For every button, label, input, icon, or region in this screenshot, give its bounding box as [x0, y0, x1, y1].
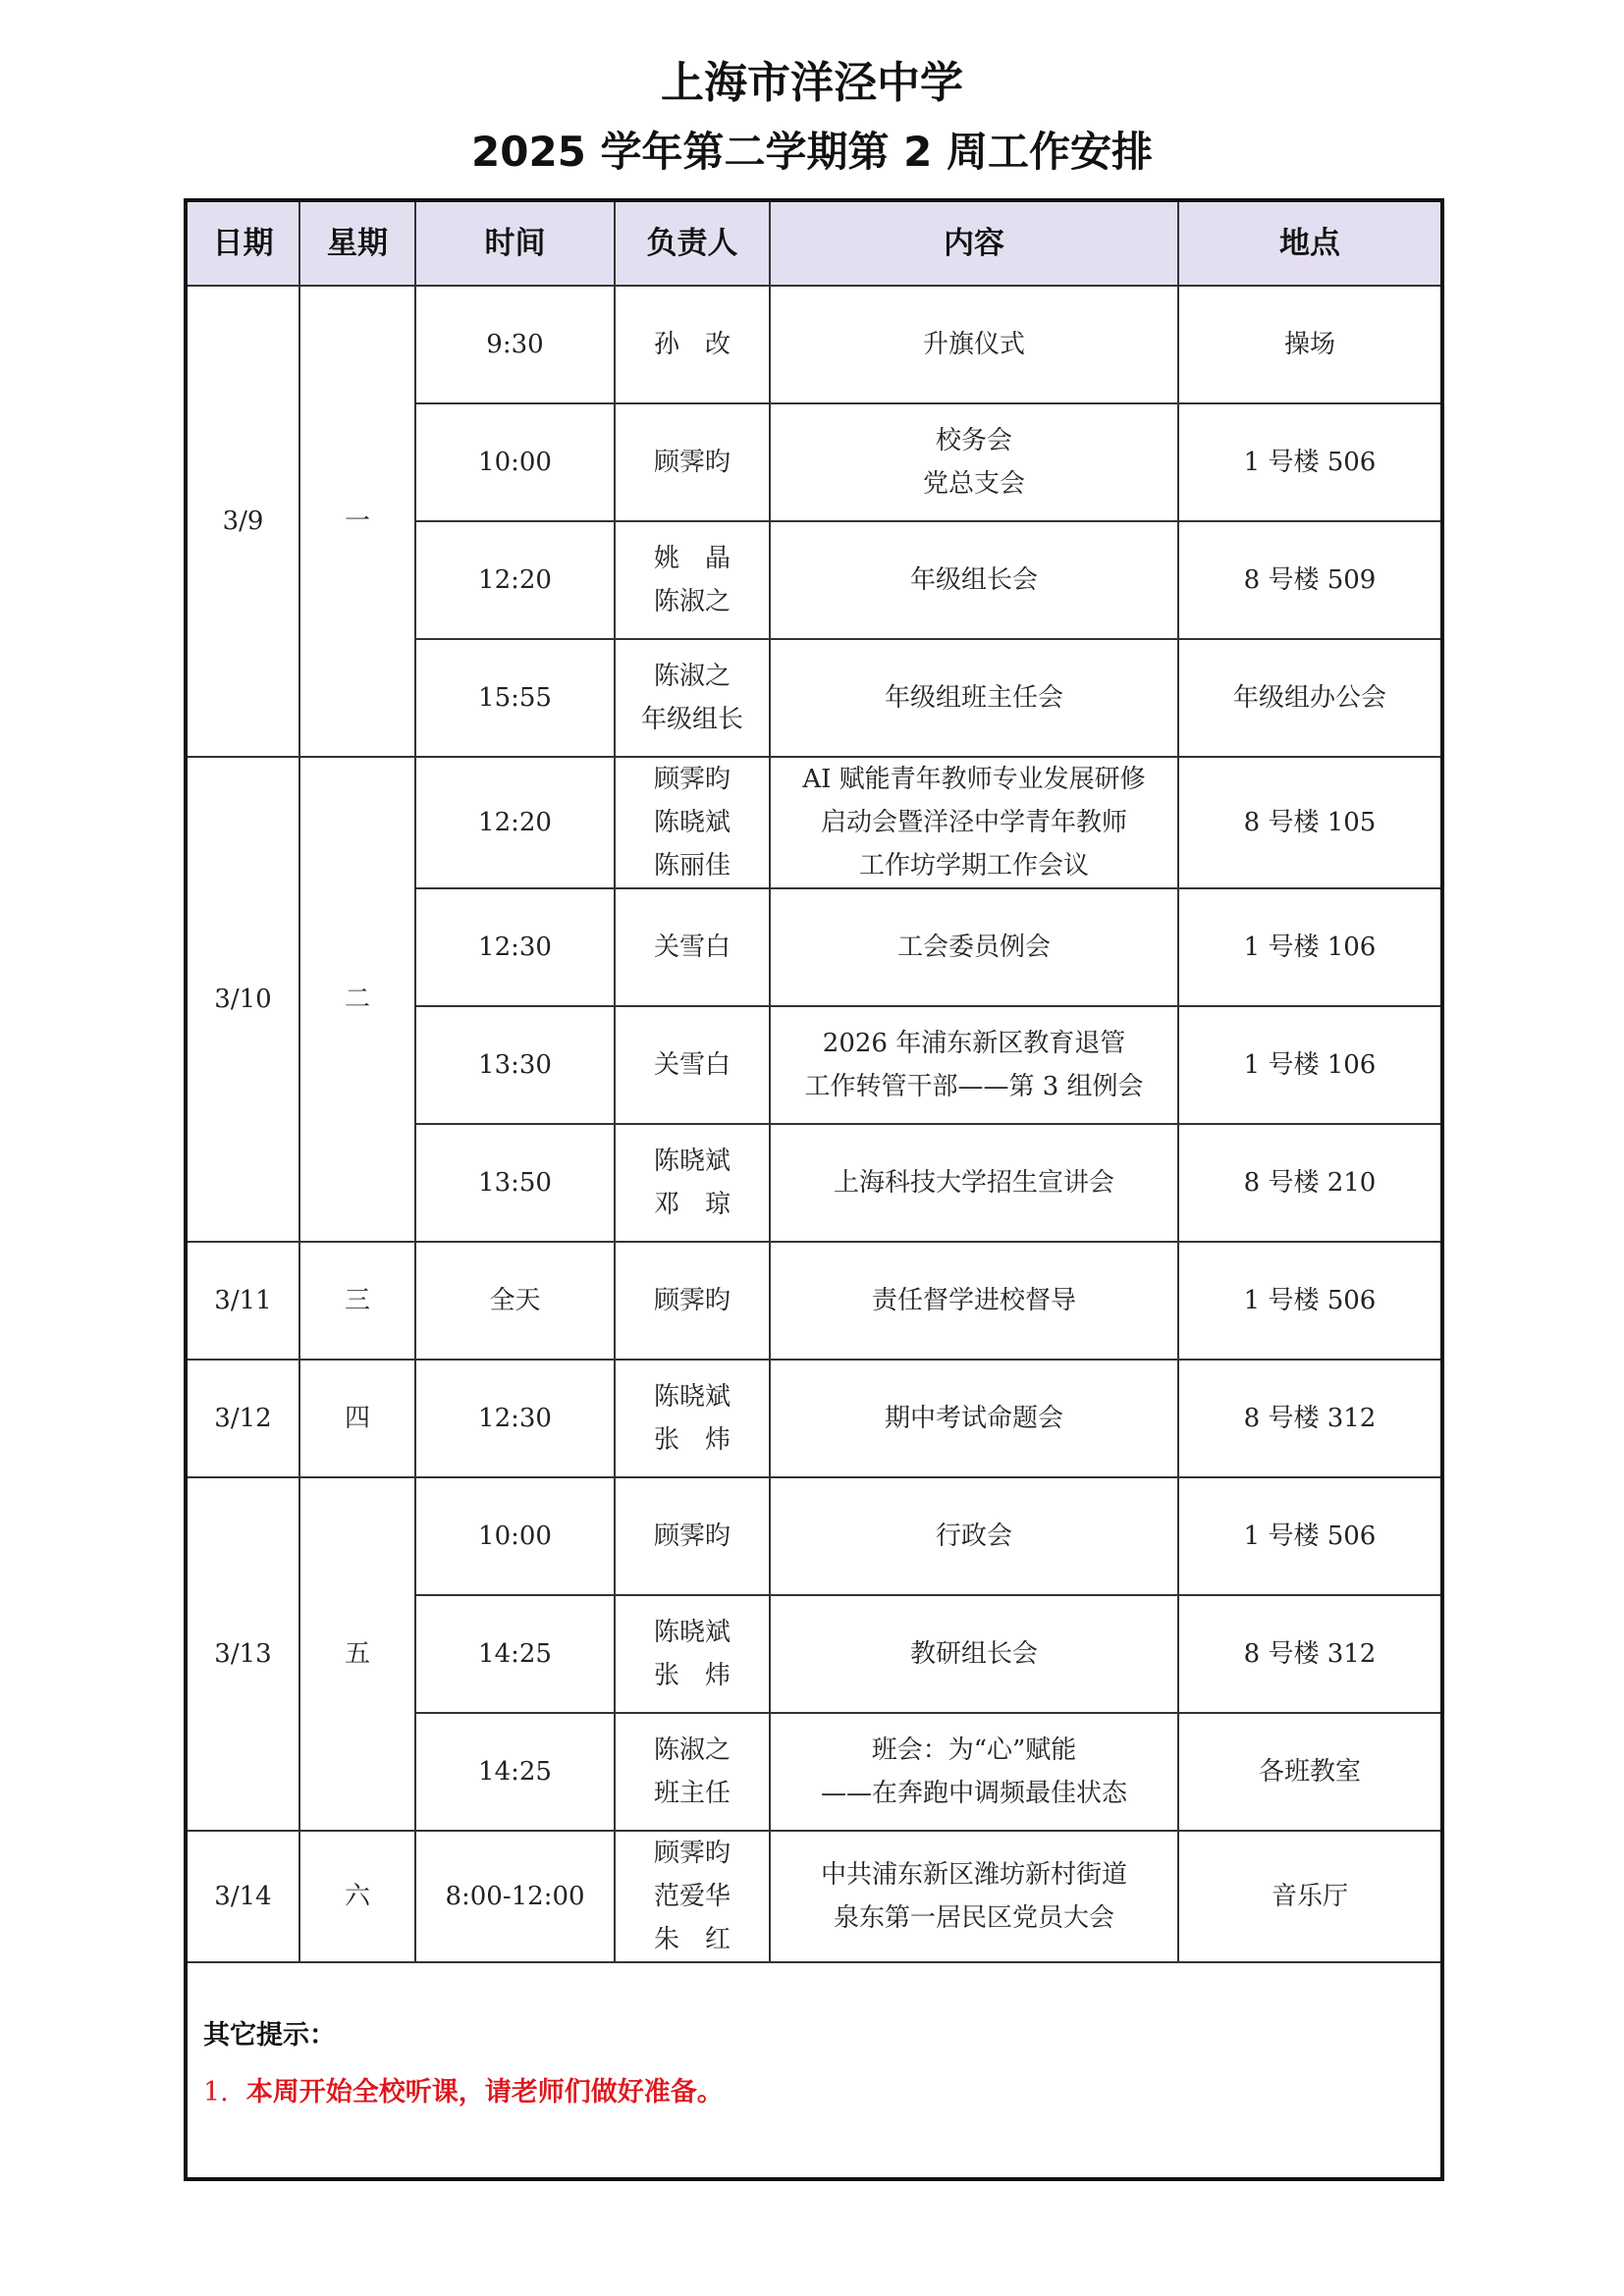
content-line: 校务会 [935, 426, 1012, 455]
column-header: 负责人 [615, 202, 770, 286]
time-cell: 12:30 [415, 888, 615, 1006]
content-cell [770, 1242, 1178, 1360]
school-title: 上海市洋泾中学 [661, 58, 963, 108]
content-cell [770, 1477, 1178, 1595]
table-header-row [188, 202, 1440, 286]
weekday-cell: 三 [299, 1242, 415, 1360]
leader-cell [615, 757, 770, 888]
time-cell: 14:25 [415, 1595, 615, 1713]
leader-name: 顾霁昀 [653, 1286, 731, 1315]
place-cell: 8 号楼 210 [1178, 1124, 1440, 1242]
content-line: 教研组长会 [909, 1639, 1038, 1669]
leader-name: 朱 红 [653, 1925, 731, 1954]
leader-cell [615, 403, 770, 521]
leader-name: 张 炜 [653, 1425, 731, 1455]
date-cell: 3/9 [188, 286, 299, 757]
content-line: AI 赋能青年教师专业发展研修 [802, 765, 1146, 794]
leader-name: 陈淑之 [653, 662, 731, 691]
leader-cell [615, 1477, 770, 1595]
leader-cell [615, 1242, 770, 1360]
leader-name: 陈淑之 [653, 1735, 731, 1765]
content-line: 行政会 [935, 1522, 1012, 1551]
leader-name: 年级组长 [640, 705, 743, 734]
place-cell: 音乐厅 [1178, 1831, 1440, 1962]
content-line: 中共浦东新区潍坊新村街道 [820, 1860, 1127, 1890]
content-line: 工作转管干部——第 3 组例会 [804, 1072, 1144, 1101]
date-cell: 3/13 [188, 1477, 299, 1831]
leader-name: 关雪白 [653, 1050, 731, 1080]
leader-name: 姚 晶 [653, 544, 731, 573]
leader-cell [615, 1595, 770, 1713]
column-header: 日期 [188, 202, 299, 286]
content-line: 班会：为“心”赋能 [871, 1735, 1077, 1765]
weekday-cell: 四 [299, 1360, 415, 1477]
place-cell: 8 号楼 312 [1178, 1360, 1440, 1477]
time-cell: 15:55 [415, 639, 615, 757]
note-text: 本周开始全校听课，请老师们做好准备。 [245, 2077, 724, 2108]
leader-name: 顾霁昀 [653, 448, 731, 477]
time-cell: 12:30 [415, 1360, 615, 1477]
content-cell [770, 639, 1178, 757]
place-cell: 8 号楼 509 [1178, 521, 1440, 639]
content-cell [770, 1831, 1178, 1962]
content-cell [770, 1360, 1178, 1477]
content-line: 年级组长会 [909, 565, 1038, 595]
content-line: 上海科技大学招生宣讲会 [833, 1168, 1114, 1198]
time-cell: 13:50 [415, 1124, 615, 1242]
content-cell [770, 1595, 1178, 1713]
leader-cell [615, 1360, 770, 1477]
place-cell: 1 号楼 106 [1178, 1006, 1440, 1124]
leader-name: 孙 改 [653, 330, 731, 359]
weekday-cell: 一 [299, 286, 415, 757]
content-cell [770, 286, 1178, 403]
place-cell: 1 号楼 506 [1178, 403, 1440, 521]
time-cell: 12:20 [415, 521, 615, 639]
note-item [203, 2071, 1421, 2114]
leader-name: 张 炜 [653, 1661, 731, 1690]
leader-name: 陈淑之 [653, 587, 731, 616]
leader-cell [615, 1124, 770, 1242]
table-row [188, 1360, 1440, 1477]
leader-cell [615, 1831, 770, 1962]
content-line: 2026 年浦东新区教育退管 [822, 1029, 1126, 1058]
time-cell: 10:00 [415, 1477, 615, 1595]
table-row [188, 286, 1440, 403]
notes-section [203, 2014, 1421, 2114]
time-cell: 9:30 [415, 286, 615, 403]
schedule-table [188, 202, 1440, 1963]
weekday-cell: 六 [299, 1831, 415, 1962]
time-cell: 13:30 [415, 1006, 615, 1124]
content-line: 泉东第一居民区党员大会 [833, 1903, 1114, 1933]
place-cell: 8 号楼 105 [1178, 757, 1440, 888]
time-cell: 14:25 [415, 1713, 615, 1831]
leader-cell [615, 286, 770, 403]
place-cell: 年级组办公会 [1178, 639, 1440, 757]
content-cell [770, 1713, 1178, 1831]
weekday-cell: 二 [299, 757, 415, 1242]
content-line: 工作坊学期工作会议 [858, 851, 1089, 881]
leader-name: 班主任 [653, 1779, 731, 1808]
date-cell: 3/12 [188, 1360, 299, 1477]
leader-name: 陈晓斌 [653, 1382, 731, 1412]
leader-cell [615, 1006, 770, 1124]
leader-name: 陈晓斌 [653, 808, 731, 837]
date-cell: 3/10 [188, 757, 299, 1242]
time-cell: 10:00 [415, 403, 615, 521]
leader-name: 顾霁昀 [653, 1839, 731, 1868]
content-line: 责任督学进校督导 [871, 1286, 1076, 1315]
leader-name: 陈晓斌 [653, 1147, 731, 1176]
note-number: 1. [203, 2077, 229, 2108]
content-cell [770, 1006, 1178, 1124]
content-cell [770, 403, 1178, 521]
leader-cell [615, 639, 770, 757]
leader-name: 顾霁昀 [653, 1522, 731, 1551]
column-header: 星期 [299, 202, 415, 286]
place-cell: 1 号楼 506 [1178, 1477, 1440, 1595]
leader-cell [615, 521, 770, 639]
content-line: ——在奔跑中调频最佳状态 [820, 1779, 1127, 1808]
time-cell: 12:20 [415, 757, 615, 888]
leader-cell [615, 888, 770, 1006]
column-header: 地点 [1178, 202, 1440, 286]
leader-name: 顾霁昀 [653, 765, 731, 794]
time-cell: 8:00-12:00 [415, 1831, 615, 1962]
date-cell: 3/14 [188, 1831, 299, 1962]
date-cell: 3/11 [188, 1242, 299, 1360]
content-line: 期中考试命题会 [884, 1404, 1063, 1433]
leader-cell [615, 1713, 770, 1831]
leader-name: 关雪白 [653, 933, 731, 962]
place-cell: 各班教室 [1178, 1713, 1440, 1831]
place-cell: 8 号楼 312 [1178, 1595, 1440, 1713]
column-header: 时间 [415, 202, 615, 286]
content-line: 党总支会 [922, 469, 1025, 499]
content-line: 工会委员例会 [896, 933, 1051, 962]
leader-name: 范爱华 [653, 1882, 731, 1911]
table-row [188, 757, 1440, 888]
column-header: 内容 [770, 202, 1178, 286]
content-line: 年级组班主任会 [884, 683, 1063, 713]
schedule-subtitle: 2025 学年第二学期第 2 周工作安排 [471, 128, 1153, 176]
weekday-cell: 五 [299, 1477, 415, 1831]
content-cell [770, 888, 1178, 1006]
place-cell: 1 号楼 106 [1178, 888, 1440, 1006]
content-cell [770, 757, 1178, 888]
content-cell [770, 521, 1178, 639]
time-cell: 全天 [415, 1242, 615, 1360]
place-cell: 1 号楼 506 [1178, 1242, 1440, 1360]
content-line: 升旗仪式 [922, 330, 1025, 359]
table-row [188, 1242, 1440, 1360]
content-line: 启动会暨洋泾中学青年教师 [820, 808, 1127, 837]
place-cell: 操场 [1178, 286, 1440, 403]
table-row [188, 1831, 1440, 1962]
leader-name: 邓 琼 [653, 1190, 731, 1219]
leader-name: 陈晓斌 [653, 1618, 731, 1647]
notes-title: 其它提示： [203, 2020, 336, 2051]
table-row [188, 1477, 1440, 1595]
content-cell [770, 1124, 1178, 1242]
leader-name: 陈丽佳 [653, 851, 731, 881]
